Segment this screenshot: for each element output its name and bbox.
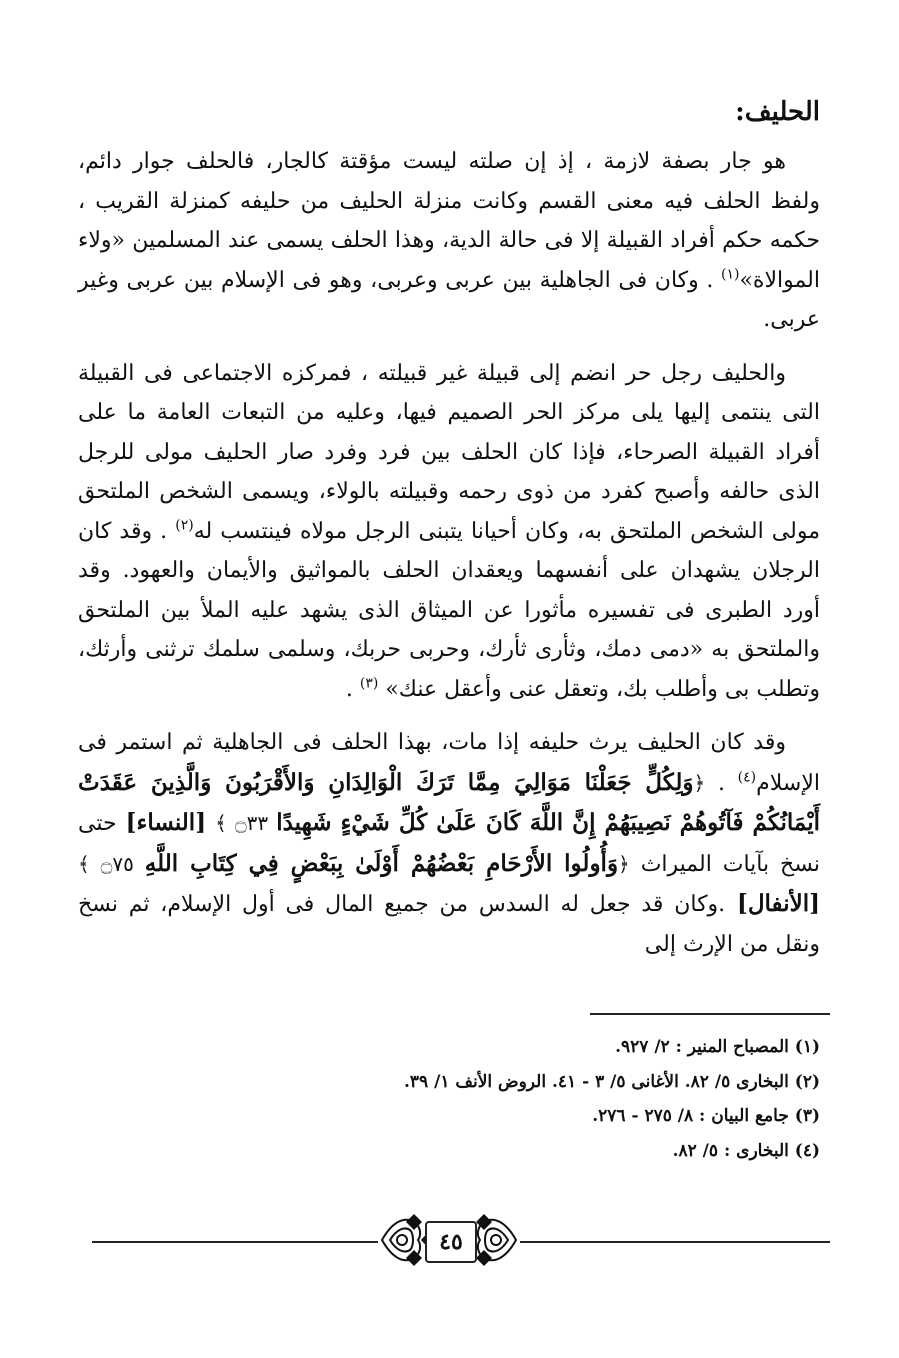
footnotes xyxy=(78,1030,820,1168)
quran-verse-nisa: وَلِكُلٍّ جَعَلْنَا مَوَالِيَ مِمَّا تَرَكَ الْوَالِدَانِ وَالأَقْرَبُونَ وَالَّذِينَ عَقَدَتْ أَيْمَانُكُمْ فَآتُوهُمْ نَصِيبَهُمْ إِنَّ اللَّهَ كَانَ عَلَىٰ كُلِّ شَيْءٍ شَهِيدًا xyxy=(78,768,821,836)
footnote-ref-3: (٣) xyxy=(359,675,379,692)
footnote-2: (٢) البخارى ٥/ ٨٢. الأغانى ٥/ ٣ - ٤١. الروض الأنف ١/ ٣٩. xyxy=(403,1071,820,1092)
ayah-close-bracket: ﴾ xyxy=(215,811,227,835)
paragraph-3-text-d: .وكان قد جعل له السدس من جميع المال فى أول الإسلام، ثم نسخ ونقل من الإرث إلى xyxy=(78,892,820,957)
footer-rule-left xyxy=(92,1241,378,1243)
footer-rule-right xyxy=(520,1241,830,1243)
surah-name-anfal: [الأنفال] xyxy=(725,890,820,917)
paragraph-1 xyxy=(78,142,820,340)
ayah-close-bracket-2: ﴾ xyxy=(78,851,90,876)
section-heading: الحليف: xyxy=(735,97,820,127)
paragraph-2-text-c: . xyxy=(345,676,360,702)
ayah-open-bracket: ﴿ xyxy=(693,770,706,795)
paragraph-1-text-end: . وكان فى الجاهلية بين عربى وعربى، وهو فى الإسلام بين عربى وغير عربى. xyxy=(78,267,820,332)
ayah-open-bracket-2: ﴿ xyxy=(618,851,630,876)
quran-verse-anfal: وَأُولُوا الأَرْحَامِ بَعْضُهُمْ أَوْلَىٰ بِبَعْضٍ فِي كِتَابِ اللَّهِ xyxy=(144,849,619,877)
paragraph-1-text: هو جار بصفة لازمة ، إذ إن صلته ليست مؤقتة كالجار، فالحلف جوار دائم، ولفظ الحلف فيه معنى القسم وكانت منزلة الحليف من حليفه كمنزلة القريب ، حكمه حكم أفراد القبيلة إلا فى حالة الدية، وهذا الحلف يسمى عند المسلمين «ولاء الموالاة» xyxy=(78,149,820,293)
surah-name-nisa: [النساء] xyxy=(116,809,216,836)
paragraph-2-text-b: . وقد كان الرجلان يشهدان على أنفسهما ويعقدان الحلف بالمواثيق والأيمان والعهود. وقد أورد الطبرى فى تفسيره مأثورا عن الميثاق الذى يشهد عليه الملأ بين الملتحق والملتحق به «دمى دمك، وثأرى ثأرك، وحربى حربك، وسلمى سلمك ترثنى وأرثك، وتطلب بى وأطلب بك، وتعقل عنى وأعقل عنك» xyxy=(78,518,820,702)
footnote-ref-4: (٤) xyxy=(737,769,757,786)
footnote-ref-2: (٢) xyxy=(175,517,194,534)
paragraph-3 xyxy=(78,723,820,964)
ayah-number-icon: ۝٣٣ xyxy=(234,811,269,835)
footnote-4: (٤) البخارى : ٥/ ٨٢. xyxy=(672,1140,820,1161)
page-number: ٤٥ xyxy=(425,1221,477,1263)
paragraph-3-text-c: حتى نسخ بآيات الميراث xyxy=(78,811,820,877)
paragraph-3-text-b: . xyxy=(705,770,738,796)
footnote-separator xyxy=(590,1013,830,1015)
paragraph-2-text-a: والحليف رجل حر انضم إلى قبيلة غير قبيلته ، فمركزه الاجتماعى فى القبيلة التى ينتمى إليها يلى مركز الحر الصميم فيها، وعليه من التبعات العامة ما على أفراد القبيلة الصرحاء، فإذا كان الحلف بين فرد وفرد صار الحليف مولى للرجل الذى حالفه وأصبح كفرد من ذوى رحمه وقبيلته بالولاء، ويسمى الشخص الملتحق مولى الشخص الملتحق به، وكان أحيانا يتبنى الرجل مولاه فينتسب له xyxy=(78,360,820,544)
footnote-1: (١) المصباح المنير : ٢/ ٩٢٧. xyxy=(615,1037,820,1057)
footnote-ref-1: (١) xyxy=(720,266,740,283)
ayah-number-icon-2: ۝٧٥ xyxy=(100,851,134,876)
paragraph-2 xyxy=(78,354,820,710)
footnote-3: (٣) جامع البيان : ٨/ ٢٧٥ - ٢٧٦. xyxy=(592,1106,820,1126)
page-body xyxy=(78,92,820,964)
paragraph-3-text-a: وقد كان الحليف يرث حليفه إذا مات، بهذا الحلف فى الجاهلية ثم استمر فى الإسلام xyxy=(78,730,820,796)
